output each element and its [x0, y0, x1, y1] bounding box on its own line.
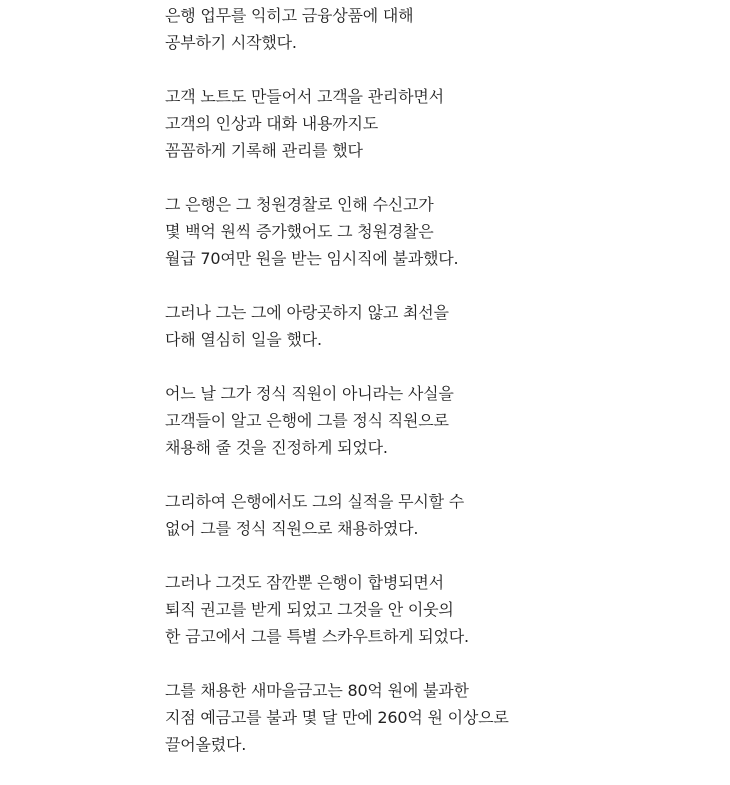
- text-line: 그 은행은 그 청원경찰로 인해 수신고가: [165, 195, 434, 214]
- text-line: 고객 노트도 만들어서 고객을 관리하면서: [165, 87, 444, 106]
- paragraph: [165, 488, 685, 542]
- text-line: 그를 채용한 새마을금고는 80억 원에 불과한: [165, 681, 469, 700]
- paragraph: [165, 299, 685, 353]
- text-line: 끌어올렸다.: [165, 735, 247, 754]
- text-line: 그리하여 은행에서도 그의 실적을 무시할 수: [165, 492, 465, 511]
- text-line: 고객들이 알고 은행에 그를 정식 직원으로: [165, 411, 449, 430]
- paragraph: [165, 569, 685, 650]
- text-line: 어느 날 그가 정식 직원이 아니라는 사실을: [165, 384, 454, 403]
- text-line: 그러나 그것도 잠깐뿐 은행이 합병되면서: [165, 573, 444, 592]
- text-line: 없어 그를 정식 직원으로 채용하였다.: [165, 519, 419, 538]
- article-body: [165, 2, 685, 785]
- text-line: 지점 예금고를 불과 몇 달 만에 260억 원 이상으로: [165, 708, 509, 727]
- text-line: 공부하기 시작했다.: [165, 33, 297, 52]
- text-line: 한 금고에서 그를 특별 스카우트하게 되었다.: [165, 627, 469, 646]
- text-line: 채용해 줄 것을 진정하게 되었다.: [165, 438, 388, 457]
- text-line: 퇴직 권고를 받게 되었고 그것을 안 이웃의: [165, 600, 454, 619]
- text-line: 고객의 인상과 대화 내용까지도: [165, 114, 378, 133]
- paragraph: [165, 83, 685, 164]
- paragraph: [165, 380, 685, 461]
- text-line: 은행 업무를 익히고 금융상품에 대해: [165, 6, 414, 25]
- paragraph: [165, 191, 685, 272]
- paragraph: [165, 677, 685, 758]
- text-line: 꼼꼼하게 기록해 관리를 했다: [165, 141, 363, 160]
- text-line: 월급 70여만 원을 받는 임시직에 불과했다.: [165, 249, 459, 268]
- text-line: 몇 백억 원씩 증가했어도 그 청원경찰은: [165, 222, 434, 241]
- text-line: 그러나 그는 그에 아랑곳하지 않고 최선을: [165, 303, 449, 322]
- text-line: 다해 열심히 일을 했다.: [165, 330, 322, 349]
- paragraph: [165, 2, 685, 56]
